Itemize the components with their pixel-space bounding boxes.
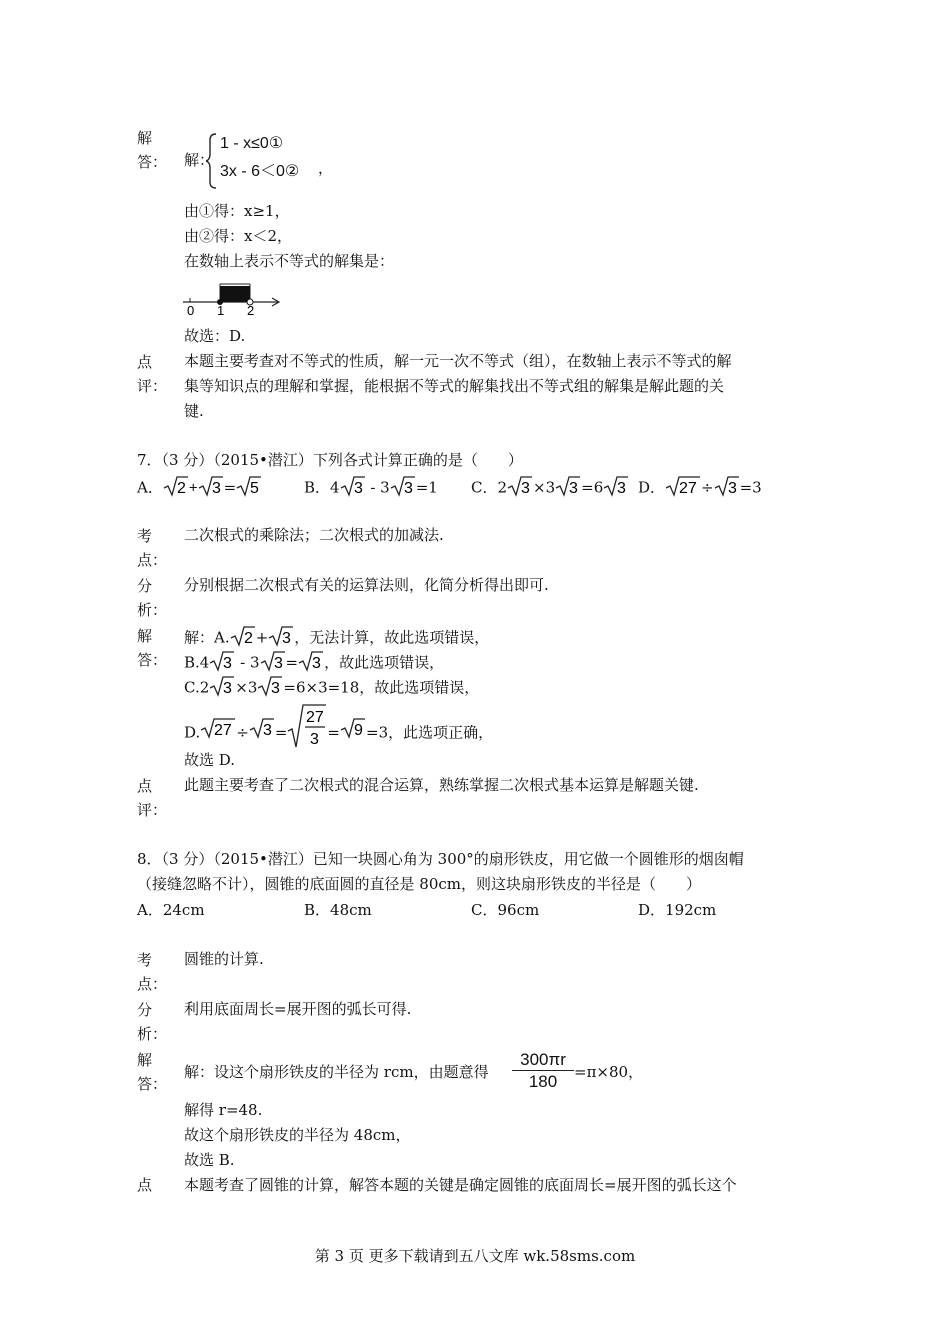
q8-option-b: B．48cm [304, 901, 372, 919]
q8-fenxi: 利用底面周长=展开图的弧长可得. [184, 1000, 412, 1018]
sqrt-3 [390, 475, 416, 502]
q7-option-b: B．4 3 - 3 3 =1 [304, 475, 438, 502]
label-dianping-q8: 点 [137, 1176, 153, 1194]
svg-text:3: 3 [310, 731, 320, 748]
q8-stem-line2: （接缝忽略不计），圆锥的底面圆的直径是 80cm，则这块扇形铁皮的半径是（ ） [137, 875, 701, 893]
number-line-diagram [180, 276, 290, 316]
svg-text:3: 3 [403, 480, 413, 497]
system-line-1: 1 - x≤0① [220, 135, 284, 152]
sqrt-2 [163, 475, 189, 502]
svg-text:3: 3 [282, 630, 292, 647]
svg-text:27: 27 [214, 721, 233, 739]
svg-text:3: 3 [262, 721, 272, 739]
q7-option-c: C．2 3 ×3 3 =6 3 [471, 475, 629, 502]
sqrt-27 [665, 475, 701, 502]
label-fenxi-q7: 分析： [137, 577, 168, 619]
q7-solution-b: B.4 3 - 3 3 = 3 ，故此选项错误， [184, 650, 444, 677]
fraction-numerator: 300πr [512, 1050, 574, 1071]
opt-a-prefix: A． [137, 478, 163, 497]
q6-jie-prefix: 解： [184, 151, 215, 169]
system-tail: ， [318, 159, 334, 177]
sqrt-5 [236, 475, 262, 502]
q7-option-a: A． 2 + 3 = 5 [137, 475, 262, 502]
sqrt-3 [714, 475, 740, 502]
axis-label-1: 1 [217, 303, 225, 316]
sqrt-3 [260, 650, 286, 677]
sqrt-3 [268, 625, 294, 652]
sqrt-9 [340, 714, 366, 754]
solution-region [220, 286, 250, 302]
sqrt-3 [249, 714, 275, 754]
q6-step3: 在数轴上表示不等式的解集是： [184, 252, 395, 270]
q7-kaodian: 二次根式的乘除法；二次根式的加减法. [184, 526, 444, 544]
fraction-300pir-over-180 [512, 1050, 574, 1093]
svg-text:3: 3 [211, 480, 221, 497]
q8-option-c: C．96cm [471, 901, 540, 919]
q8-step2: 解得 r=48. [184, 1101, 263, 1119]
svg-text:3: 3 [617, 480, 627, 497]
svg-text:27: 27 [679, 480, 697, 497]
q8-option-a: A．24cm [137, 901, 205, 919]
q6-choose: 故选：D. [184, 327, 246, 345]
q7-solution-c: C.2 3 ×3 3 =6×3=18，故此选项错误， [184, 675, 479, 702]
svg-text:3: 3 [312, 655, 321, 672]
sqrt-2 [230, 625, 256, 652]
q6-step1: 由①得：x≥1， [184, 202, 290, 220]
q7-choose: 故选 D. [184, 751, 236, 769]
label-jieda-q7: 解答： [137, 627, 168, 669]
sqrt-27 [200, 714, 236, 754]
sqrt-fraction-27-over-3 [287, 703, 327, 764]
q6-step2: 由②得：x＜2， [184, 227, 293, 245]
label-jieda-q6: 解答： [137, 129, 168, 171]
fraction-denominator: 180 [528, 1072, 558, 1091]
svg-text:9: 9 [354, 721, 363, 739]
system-line-2: 3x - 6＜0② [220, 163, 300, 180]
inequality-system [220, 130, 334, 188]
svg-text:3: 3 [727, 480, 737, 497]
q6-comment-2: 集等知识点的理解和掌握，能根据不等式的解集找出不等式组的解集是解此题的关 [184, 377, 725, 395]
q7-solution-a: 解：A. 2 + 3 ，无法计算，故此选项错误， [184, 625, 489, 652]
svg-text:3: 3 [271, 680, 281, 697]
sqrt-3 [340, 475, 366, 502]
sqrt-3 [198, 475, 224, 502]
sqrt-3 [209, 675, 235, 702]
sqrt-3 [555, 475, 581, 502]
label-dianping-q6: 点评： [137, 353, 168, 395]
sqrt-3 [298, 650, 324, 677]
page-footer: 第 3 页 更多下载请到五八文库 wk.58sms.com [314, 1247, 636, 1265]
q7-comment: 此题主要考查了二次根式的混合运算，熟练掌握二次根式基本运算是解题关键. [184, 776, 699, 794]
q8-solution-tail: =π×80， [574, 1063, 644, 1081]
q6-comment-3: 键. [184, 402, 204, 420]
svg-text:3: 3 [569, 480, 579, 497]
svg-text:27: 27 [306, 709, 325, 726]
q8-comment-1: 本题考查了圆锥的计算，解答本题的关键是确定圆锥的底面周长=展开图的弧长这个 [184, 1176, 737, 1194]
svg-text:3: 3 [273, 655, 283, 672]
q8-choose: 故选 B. [184, 1151, 235, 1169]
svg-text:3: 3 [223, 680, 233, 697]
left-brace-icon [206, 132, 218, 190]
sqrt-3 [507, 475, 533, 502]
q8-option-d: D．192cm [638, 901, 717, 919]
svg-text:2: 2 [243, 630, 253, 647]
svg-text:5: 5 [250, 480, 260, 497]
svg-text:3: 3 [223, 655, 233, 672]
axis-label-0: 0 [187, 303, 195, 316]
sqrt-3 [257, 675, 283, 702]
svg-text:2: 2 [176, 480, 186, 497]
q6-comment-1: 本题主要考查对不等式的性质，解一元一次不等式（组），在数轴上表示不等式的解 [184, 352, 732, 370]
svg-text:3: 3 [521, 480, 530, 497]
svg-text:3: 3 [353, 480, 363, 497]
sqrt-3 [603, 475, 629, 502]
q7-stem: 7．（3 分）（2015•潜江）下列各式计算正确的是（ ） [137, 451, 523, 469]
label-fenxi-q8: 分析： [137, 1001, 168, 1043]
q8-solution-line1: 解：设这个扇形铁皮的半径为 rcm，由题意得 [184, 1063, 489, 1081]
q8-step3: 故这个扇形铁皮的半径为 48cm， [184, 1126, 411, 1144]
q8-stem-line1: 8．（3 分）（2015•潜江）已知一块圆心角为 300°的扇形铁皮，用它做一个圆锥形的烟囱帽 [137, 850, 744, 868]
q7-fenxi: 分别根据二次根式有关的运算法则，化简分析得出即可. [184, 576, 549, 594]
q7-solution-d: D. 27 ÷ 3 = 27 3 = 9 =3，此选项正确， [184, 703, 493, 764]
label-kaodian-q7: 考点： [137, 527, 168, 569]
q8-kaodian: 圆锥的计算. [184, 950, 264, 968]
sqrt-3 [209, 650, 235, 677]
label-kaodian-q8: 考点： [137, 951, 168, 993]
axis-label-2: 2 [247, 303, 255, 316]
label-dianping-q7: 点评： [137, 777, 168, 819]
label-jieda-q8: 解答： [137, 1051, 168, 1093]
q7-option-d: D． 27 ÷ 3 =3 [638, 475, 762, 502]
